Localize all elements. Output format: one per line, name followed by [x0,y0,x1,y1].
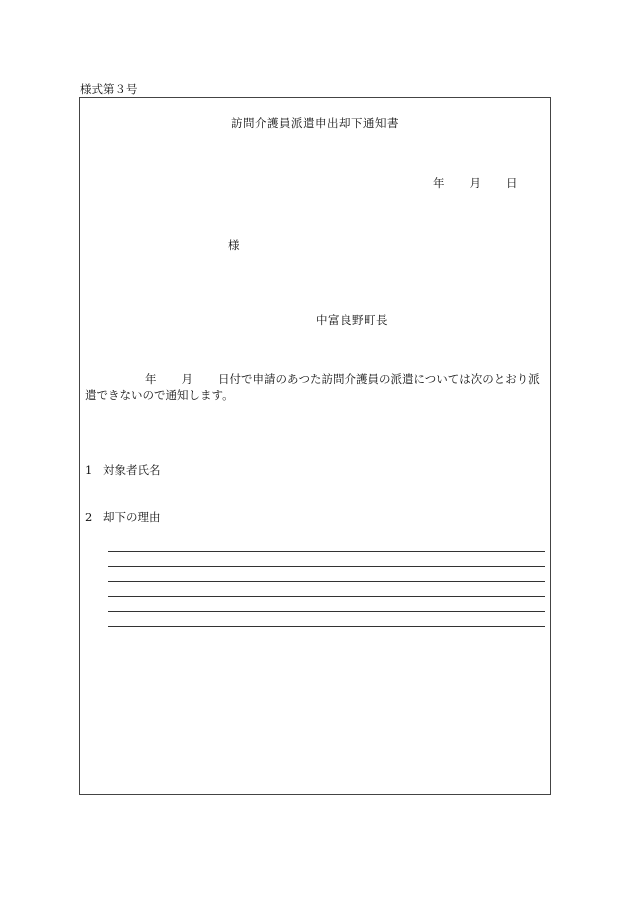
reason-line [108,611,545,612]
item-rejection-reason [85,509,161,525]
reason-line [108,566,545,567]
date-line [433,175,518,191]
body-month-label: 月 [181,372,193,386]
body-text-line-2: 遣できないので通知します。 [85,388,234,402]
item-target-person [85,462,161,478]
document-title: 訪問介護員派遣申出却下通知書 [231,116,399,130]
form-number: 様式第３号 [80,82,138,96]
issuer-name: 中富良野町長 [316,313,388,327]
item-number: 2 [85,510,93,524]
item-label: 却下の理由 [103,510,161,524]
date-year-label: 年 [433,176,445,190]
date-day-label: 日 [506,176,518,190]
reason-line [108,551,545,552]
reason-line [108,581,545,582]
item-label: 対象者氏名 [103,463,161,477]
reason-line [108,626,545,627]
addressee-suffix: 様 [228,238,240,252]
body-text-line-1: 日付で申請のあつた訪問介護員の派遣については次のとおり派 [218,372,540,386]
item-number: 1 [85,463,93,477]
reason-line [108,596,545,597]
body-line-1 [85,371,547,387]
date-month-label: 月 [469,176,481,190]
notice-body [85,371,547,403]
body-year-label: 年 [145,372,157,386]
notice-frame [79,97,551,795]
